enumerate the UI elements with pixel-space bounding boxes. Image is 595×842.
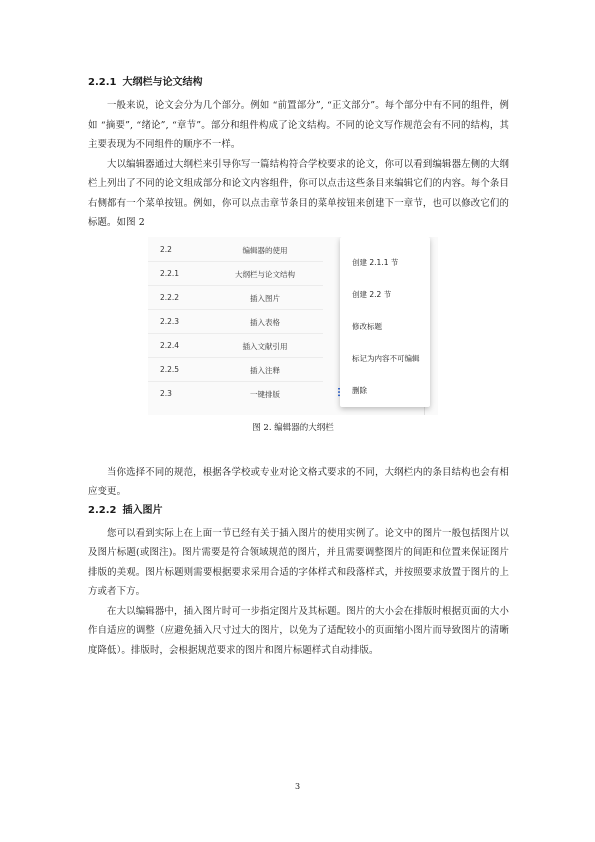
page-number: 3 (294, 782, 301, 791)
outline-row: 2.2.4 插入文献引用 (148, 333, 323, 358)
menu-item-rename: 修改标题 (352, 321, 382, 331)
outline-row: 2.2.5 插入注释 (148, 357, 323, 382)
section-title: 插入图片 (122, 504, 163, 516)
section-number: 2.2.1 (88, 77, 117, 88)
outline-panel-screenshot (148, 237, 438, 415)
context-menu (340, 237, 430, 407)
outline-row: 2.2.1 大纲栏与论文结构 (148, 261, 323, 286)
figure-caption: 图 2. 编辑器的大纲栏 (252, 422, 334, 433)
paragraph: 当你选择不同的规范，根据各学校或专业对论文格式要求的不同，大纲栏内的条目结构也会有相应变更。 (88, 466, 509, 497)
menu-item-lock: 标记为内容不可编辑 (352, 353, 420, 363)
page-body (88, 76, 509, 660)
outline-row: 2.2 编辑器的使用 (148, 237, 323, 262)
outline-row: 2.2.3 插入表格 (148, 309, 323, 334)
menu-item-create-subsection: 创建 2.1.1 节 (352, 257, 399, 267)
section-number: 2.2.2 (88, 504, 117, 516)
menu-item-create-section: 创建 2.2 节 (352, 289, 392, 299)
menu-item-delete: 删除 (352, 385, 367, 395)
outline-row: 2.3 一键排版 (160, 388, 280, 399)
section-heading (88, 76, 509, 90)
section-heading (88, 504, 509, 518)
paragraph: 大以编辑器通过大纲栏来引导你写一篇结构符合学校要求的论文，你可以看到编辑器左侧的大纲栏上列出了不同的论文组成部分和论文内容组件，你可以点击这些条目来编辑它们的内容。每个条目右侧都有一个菜单按钮。例如，你可以点击章节条目的菜单按钮来创建下一章节，也可以修改它们的标题。如图 2 (88, 158, 509, 228)
paragraph: 在大以编辑器中，插入图片时可一步指定图片及其标题。图片的大小会在排版时根据页面的大小作自适应的调整（应避免插入尺寸过大的图片，以免为了适配较小的页面缩小图片而导致图片的清晰度降低）。排版时，会根据规范要求的图片和图片标题样式自动排版。 (88, 605, 509, 656)
section-title: 大纲栏与论文结构 (122, 77, 203, 88)
paragraph: 您可以看到实际上在上面一节已经有关于插入图片的使用实例了。论文中的图片一般包括图片以及图片标题(或图注)。图片需要是符合领域规范的图片，并且需要调整图片的间距和位置来保证图片排版的美观。图片标题则需要根据要求采用合适的字体样式和段落样式，并按照要求放置于图片的上方或者下方。 (88, 527, 509, 597)
paragraph: 一般来说，论文会分为几个部分。例如 “前置部分”, “正文部分”。每个部分中有不同的组件，例如 “摘要”, “绪论”, “章节”。部分和组件构成了论文结构。不同的论文写作规范会有不同的结构，其主要表现为不同组件的顺序不一样。 (88, 100, 509, 150)
outline-row: 2.2.2 插入图片 (148, 285, 323, 310)
figure-outline-screenshot (148, 237, 438, 439)
